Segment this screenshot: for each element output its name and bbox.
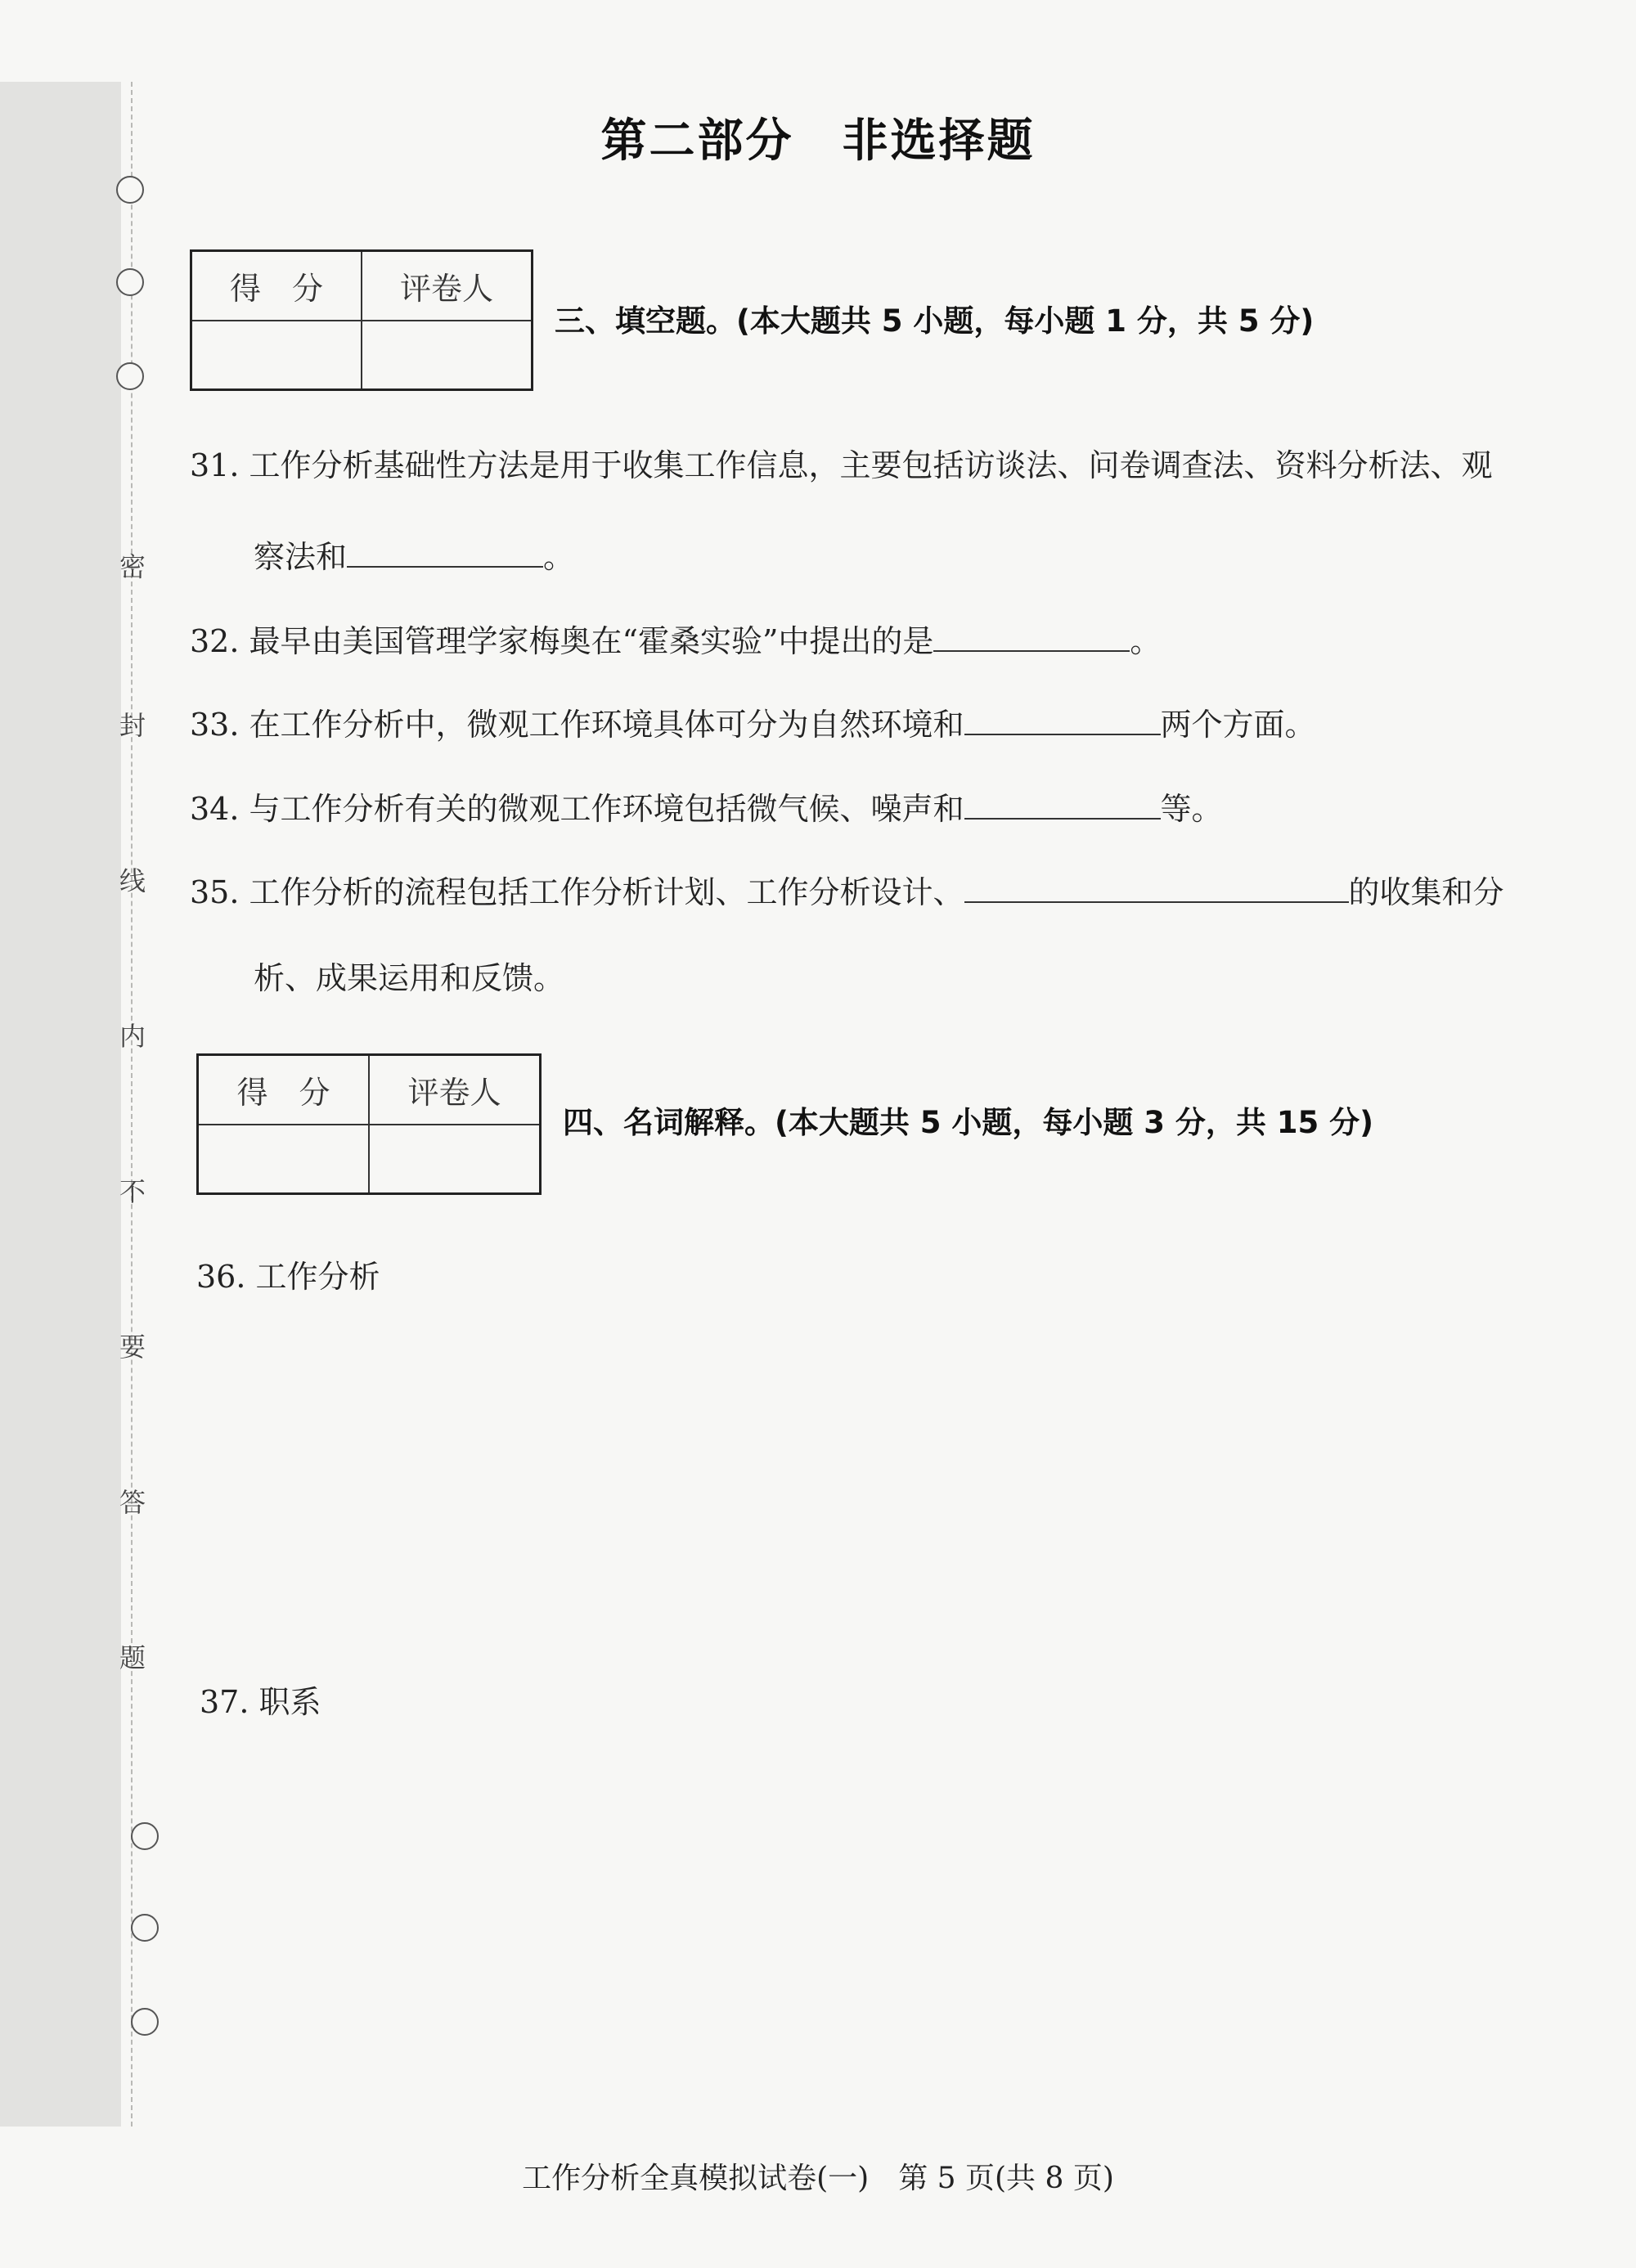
question-32: [190, 616, 1161, 661]
seal-char: 不: [119, 1176, 146, 1207]
question-text: 等。: [1160, 791, 1223, 827]
binding-hole: [131, 1914, 159, 1942]
question-text: 32. 最早由美国管理学家梅奥在“霍桑实验”中提出的是: [190, 623, 934, 659]
question-text: 35. 工作分析的流程包括工作分析计划、工作分析设计、: [190, 874, 964, 910]
section-heading: 三、填空题。(本大题共 5 小题，每小题 1 分，共 5 分): [555, 303, 1315, 339]
seal-char: 封: [119, 710, 146, 741]
binding-hole: [116, 176, 144, 204]
question-text: 两个方面。: [1160, 707, 1316, 743]
question-35-line1: [190, 867, 1504, 912]
grader-cell[interactable]: [362, 321, 533, 390]
page-footer: 工作分析全真模拟试卷(一) 第 5 页(共 8 页): [522, 2162, 1114, 2195]
question-34: [190, 784, 1223, 829]
score-box: [196, 1053, 542, 1195]
seal-char: 内: [119, 1021, 146, 1052]
question-text: 察法和: [254, 539, 348, 575]
question-text: 33. 在工作分析中，微观工作环境具体可分为自然环境和: [190, 707, 964, 743]
binding-hole: [116, 362, 144, 390]
seal-char: 密: [119, 551, 146, 582]
question-36: 36. 工作分析: [196, 1259, 380, 1295]
section-heading: 四、名词解释。(本大题共 5 小题，每小题 3 分，共 15 分): [563, 1105, 1374, 1140]
seal-char: 题: [119, 1642, 146, 1673]
question-31-line2: [254, 532, 574, 577]
seal-char: 线: [119, 865, 146, 896]
question-31-line1: 31. 工作分析基础性方法是用于收集工作信息，主要包括访谈法、问卷调查法、资料分析法、观: [190, 447, 1493, 483]
binding-margin: [0, 82, 121, 2127]
seal-char: 答: [119, 1487, 146, 1518]
question-text: 。: [543, 539, 575, 575]
answer-blank[interactable]: [347, 538, 543, 568]
answer-blank[interactable]: [964, 790, 1161, 820]
binding-hole: [131, 1822, 159, 1850]
grader-label: 评卷人: [362, 251, 533, 321]
question-35-line2: 析、成果运用和反馈。: [254, 960, 565, 996]
page-title: 第二部分 非选择题: [600, 115, 1036, 168]
answer-blank[interactable]: [964, 706, 1161, 735]
question-37: 37. 职系: [200, 1684, 321, 1720]
binding-hole: [131, 2008, 159, 2036]
seal-char: 要: [119, 1332, 146, 1363]
question-33: [190, 699, 1316, 744]
grader-label: 评卷人: [369, 1055, 541, 1125]
score-cell[interactable]: [198, 1125, 370, 1194]
answer-blank[interactable]: [933, 622, 1130, 652]
score-label: 得 分: [198, 1055, 370, 1125]
question-text: 。: [1130, 623, 1162, 659]
question-text: 34. 与工作分析有关的微观工作环境包括微气候、噪声和: [190, 791, 964, 827]
score-label: 得 分: [191, 251, 362, 321]
answer-blank[interactable]: [964, 874, 1349, 903]
score-box: [190, 249, 533, 391]
score-cell[interactable]: [191, 321, 362, 390]
binding-hole: [116, 268, 144, 296]
grader-cell[interactable]: [369, 1125, 541, 1194]
question-text: 的收集和分: [1348, 874, 1504, 910]
